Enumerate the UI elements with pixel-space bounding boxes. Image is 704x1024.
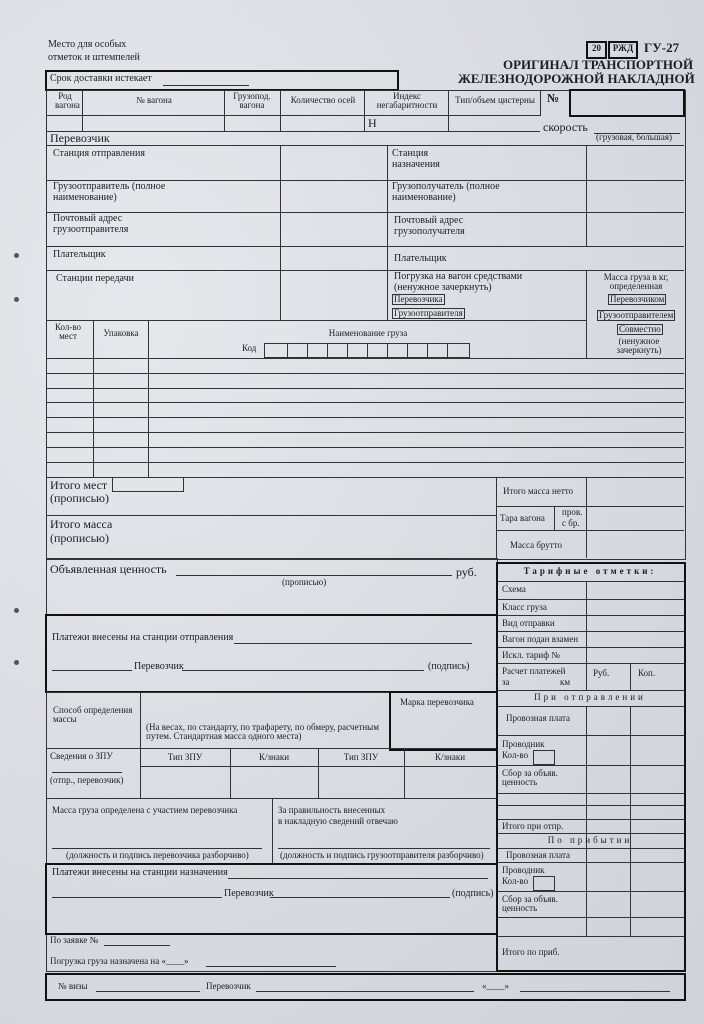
strike-unnecessary-note: (ненужное зачеркнуть)	[616, 336, 662, 356]
total-arrival: Итого по приб.	[502, 947, 560, 957]
net-mass-label: Итого масса нетто	[503, 486, 574, 496]
shipper-label: Грузоотправитель (полное наименование)	[53, 181, 166, 203]
mass-carrier-option[interactable]: Перевозчиком	[610, 294, 665, 304]
escort-departure: Проводник	[502, 739, 545, 749]
col-places-count: Кол-во мест	[54, 322, 82, 342]
escort-count-arrival-field[interactable]	[533, 876, 555, 891]
departure-carrier-sign-field[interactable]	[182, 670, 424, 671]
total-places-label: Итого мест	[50, 478, 108, 492]
loading-by-label: Погрузка на вагон средствами (ненужное зачеркнуть)	[394, 271, 523, 293]
payer-right-label: Плательщик	[394, 253, 447, 264]
delivery-term-label: Срок доставки истекает	[50, 73, 152, 84]
responsible-line-2: в накладную сведений отвечаю	[278, 816, 398, 826]
visa-no-label: № визы	[58, 981, 88, 991]
destination-carrier-label: Перевозчик	[224, 888, 274, 899]
loading-date-label: Погрузка груза назначена на «____»	[50, 956, 189, 966]
footer-date-field[interactable]	[520, 991, 670, 992]
request-no-label: По заявке №	[50, 935, 99, 945]
mass-method-options: (На весах, по стандарту, по трафарету, по обмеру, расчетным путем. Стандартная масса одного места)	[146, 722, 379, 742]
paid-departure-field[interactable]	[234, 643, 472, 644]
seal-info-label: Сведения о ЗПУ	[50, 751, 113, 761]
stamp-place-label-2: отметок и штемпелей	[48, 52, 140, 63]
col-wagon-kind: Род вагона	[55, 91, 80, 111]
form-number-box: 20	[592, 43, 601, 53]
binder-hole	[14, 660, 19, 665]
tariff-cargo-class: Класс груза	[502, 602, 547, 612]
tare-label: Тара вагона	[500, 513, 545, 523]
paid-destination-label: Платежи внесены на станции назначения	[52, 867, 228, 878]
carrier-sign-hint: (должность и подпись перевозчика разборчиво)	[66, 850, 249, 860]
payer-left-label: Плательщик	[53, 249, 106, 260]
paid-destination-field[interactable]	[228, 878, 488, 879]
loading-date-field[interactable]	[206, 966, 336, 967]
col-axles: Количество осей	[290, 95, 356, 105]
station-from-label: Станция отправления	[53, 148, 145, 159]
footer-visa-box	[45, 973, 686, 1001]
escort-arrival: Проводник	[502, 865, 545, 875]
gross-mass-label: Масса брутто	[510, 540, 563, 550]
escort-count-field[interactable]	[533, 750, 555, 765]
total-mass-label: Итого масса	[50, 517, 113, 531]
on-arrival-title: По прибытии	[547, 835, 633, 845]
tare-stenciled: с бр.	[562, 518, 580, 528]
col-tank-type: Тип/объем цистерны	[455, 95, 535, 105]
carrier-label: Перевозчик	[50, 131, 110, 145]
departure-signature-hint: (подпись)	[428, 661, 470, 672]
seal-marks-col-2: К/знаки	[434, 752, 466, 762]
seal-info-hint: (отпр., перевозчик)	[50, 775, 124, 785]
loading-carrier-option[interactable]: Перевозчика	[394, 294, 443, 304]
seal-marks-col-1: К/знаки	[258, 752, 290, 762]
tariff-shipment-type: Вид отправки	[502, 618, 555, 628]
col-cargo-code: Код	[242, 343, 257, 353]
seal-type-col-1: Тип ЗПУ	[167, 752, 203, 762]
carrier-sign-field[interactable]	[52, 848, 262, 849]
visa-no-field[interactable]	[96, 991, 200, 992]
mass-method-label: Способ определения массы	[53, 705, 133, 725]
shipper-address-label: Почтовый адрес грузоотправителя	[53, 213, 129, 235]
speed-hint: (грузовая, большая)	[596, 132, 672, 142]
departure-carrier-label: Перевозчик	[134, 661, 184, 672]
footer-carrier-field[interactable]	[256, 991, 474, 992]
speed-label: скорость	[543, 120, 588, 134]
shipper-sign-field[interactable]	[278, 848, 490, 849]
stamp-place-label: Место для особых	[48, 39, 127, 50]
freight-pay-departure: Провозная плата	[506, 713, 571, 723]
carrier-mark-label: Марка перевозчика	[400, 697, 474, 707]
total-mass-hint: (прописью)	[50, 531, 110, 545]
value-fee-arrival: Сбор за объяв. ценность	[502, 894, 558, 914]
total-places-hint: (прописью)	[50, 491, 110, 505]
escort-count-arrival: Кол-во	[502, 876, 529, 886]
waybill-number-sign: №	[547, 91, 560, 105]
seal-type-col-2: Тип ЗПУ	[343, 752, 379, 762]
total-departure: Итого при отпр.	[502, 821, 564, 831]
consignee-label: Грузополучатель (полное наименование)	[392, 181, 500, 203]
mass-determined-label: Масса груза в кг, определенная	[603, 272, 669, 292]
binder-hole	[14, 253, 19, 258]
destination-carrier-sign-field[interactable]	[270, 897, 450, 898]
request-no-field[interactable]	[104, 945, 170, 946]
binder-hole	[14, 608, 19, 613]
col-wagon-number: № вагона	[136, 95, 172, 105]
binder-hole	[14, 297, 19, 302]
form-code: ГУ-27	[644, 40, 680, 55]
footer-carrier-label: Перевозчик	[206, 981, 251, 991]
col-gauge-index: Индекс негабаритности	[376, 91, 438, 111]
tare-checked: пров.	[562, 507, 583, 517]
tariff-scheme: Схема	[502, 584, 526, 594]
value-fee-departure: Сбор за объяв. ценность	[502, 768, 558, 788]
destination-signature-hint: (подпись)	[452, 888, 494, 899]
title-line-2: ЖЕЛЕЗНОДОРОЖНОЙ НАКЛАДНОЙ	[458, 71, 695, 86]
mass-shipper-option[interactable]: Грузоотправителем	[599, 310, 674, 320]
declared-value-field[interactable]	[176, 575, 452, 576]
shipper-sign-hint: (должность и подпись грузоотправителя разборчиво)	[280, 850, 484, 860]
responsible-line-1: За правильность внесенных	[278, 805, 386, 815]
col-packing: Упаковка	[103, 328, 139, 338]
rzd-logo-box: РЖД	[612, 43, 634, 53]
tariff-marks-title: Тарифные отметки:	[523, 566, 657, 576]
footer-date-marks: «____»	[482, 981, 509, 991]
freight-pay-arrival: Провозная плата	[506, 850, 571, 860]
waybill-number-field[interactable]	[569, 89, 685, 117]
tariff-exceptional: Искл. тариф №	[502, 650, 560, 660]
delivery-term-field[interactable]	[163, 85, 249, 86]
on-departure-title: При отправлении	[534, 692, 646, 702]
payment-calc-km: км	[560, 677, 571, 687]
gauge-index-letter: Н	[368, 116, 377, 130]
declared-value-label: Объявленная ценность	[50, 562, 167, 576]
title-line-1: ОРИГИНАЛ ТРАНСПОРТНОЙ	[503, 57, 694, 72]
payment-calc-for: за	[502, 677, 510, 687]
currency-label: руб.	[456, 565, 477, 579]
escort-count-departure: Кол-во	[502, 750, 529, 760]
consignee-address-label: Почтовый адрес грузополучателя	[394, 215, 465, 237]
station-to-label: Станция назначения	[392, 148, 440, 170]
total-places-field[interactable]	[112, 477, 184, 492]
rub-col: Руб.	[593, 668, 610, 678]
col-capacity: Грузопод. вагона	[233, 91, 271, 111]
tariff-wagon-instead: Вагон подан взамен	[502, 634, 579, 644]
payment-calc-label: Расчет платежей	[502, 666, 566, 676]
paid-departure-label: Платежи внесены на станции отправления	[52, 632, 234, 643]
declared-value-hint: (прописью)	[282, 577, 327, 587]
kop-col: Коп.	[638, 668, 656, 678]
loading-shipper-option[interactable]: Грузоотправителя	[394, 308, 463, 318]
mass-with-carrier-label: Масса груза определена с участием перевозчика	[52, 805, 238, 815]
col-cargo-name: Наименование груза	[328, 328, 408, 338]
mass-joint-option[interactable]: Совместно	[619, 324, 661, 334]
transfer-stations-label: Станции передачи	[56, 273, 134, 284]
